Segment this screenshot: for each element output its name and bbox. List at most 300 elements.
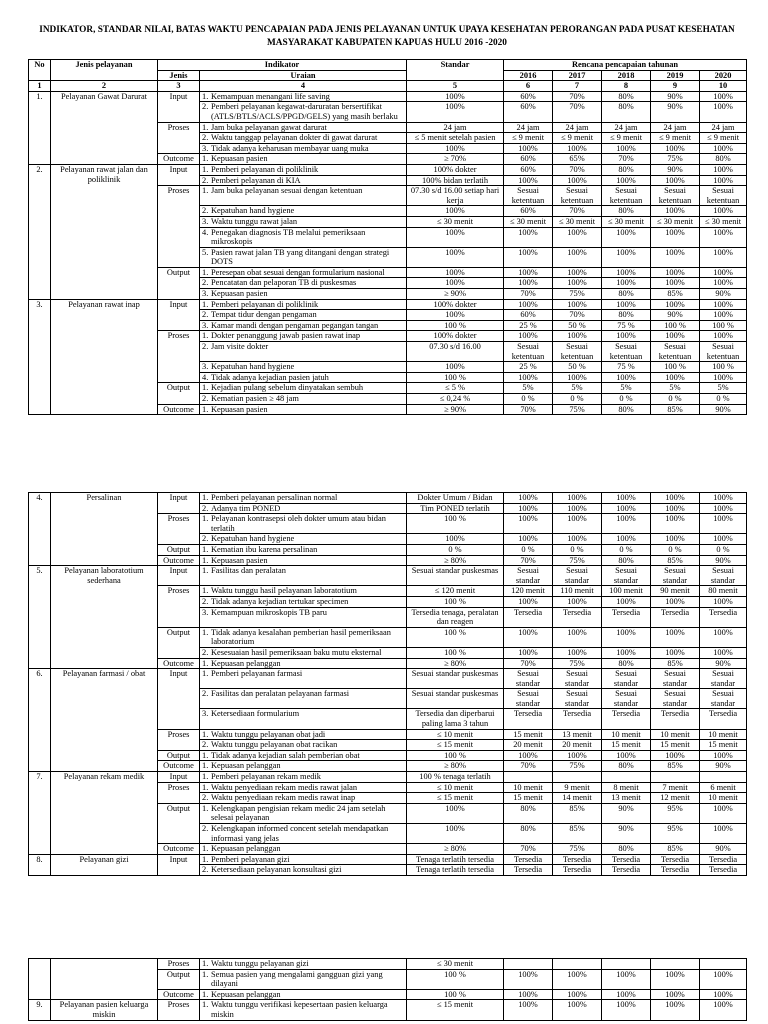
- target-2016: 100%: [504, 278, 553, 289]
- target-2017: ≤ 30 menit: [553, 216, 602, 227]
- table-row: [29, 493, 747, 504]
- indicator-number: 3.: [202, 143, 209, 153]
- indicator-description: [200, 278, 407, 289]
- target-2016: 70%: [504, 555, 553, 566]
- indicator-line: [200, 383, 406, 393]
- indicator-line: [200, 165, 406, 175]
- indicator-line: [200, 504, 406, 514]
- target-2017: 85%: [553, 824, 602, 844]
- target-2019: Sesuai standar: [651, 669, 700, 689]
- target-2017: 100%: [553, 969, 602, 989]
- indicator-number: 1.: [202, 91, 209, 101]
- target-2017: 100%: [553, 493, 602, 504]
- service-name: [51, 959, 158, 1000]
- target-2017: 75%: [553, 404, 602, 415]
- target-2017: 14 menit: [553, 793, 602, 804]
- service-name: Pelayanan Gawat Darurat: [51, 91, 158, 164]
- target-2017: 50 %: [553, 362, 602, 373]
- target-2017: 65%: [553, 154, 602, 165]
- table-row: [29, 164, 747, 175]
- target-2019: 95%: [651, 803, 700, 823]
- target-2020: 24 jam: [700, 122, 747, 133]
- standard-value: ≤ 10 menit: [407, 782, 504, 793]
- indicator-type: Output: [158, 627, 200, 658]
- standard-value: Tenaga terlatih tersedia: [407, 865, 504, 876]
- target-2016: 100%: [504, 267, 553, 278]
- target-2016: 100%: [504, 596, 553, 607]
- target-2019: 100%: [651, 969, 700, 989]
- target-2018: 100%: [602, 331, 651, 342]
- target-2018: 10 menit: [602, 729, 651, 740]
- indicator-line: [200, 783, 406, 793]
- indicator-text: Waktu tunggu verifikasi kepesertaan pasien keluarga miskin: [211, 1000, 388, 1019]
- indicator-description: [200, 647, 407, 658]
- indicator-text: Kepatuhan hand hygiene: [211, 362, 295, 372]
- indicator-description: [200, 658, 407, 669]
- target-2016: 25 %: [504, 320, 553, 331]
- target-2019: 100%: [651, 143, 700, 154]
- target-2016: Sesuai standar: [504, 689, 553, 709]
- indicator-description: [200, 514, 407, 534]
- target-2018: 15 menit: [602, 740, 651, 751]
- target-2017: 100%: [553, 278, 602, 289]
- indicator-text: Kepuasan pelanggan: [211, 844, 281, 854]
- target-2016: 100%: [504, 503, 553, 514]
- indicator-line: [200, 206, 406, 216]
- standard-value: ≤ 15 menit: [407, 793, 504, 804]
- target-2020: 100%: [700, 331, 747, 342]
- indicator-line: [200, 730, 406, 740]
- indicator-text: Pencatatan dan pelaporan TB di puskesmas: [211, 278, 357, 288]
- target-2017: 100%: [553, 750, 602, 761]
- target-2019: 90%: [651, 164, 700, 175]
- indicator-text: Pemberi pelayanan di KIA: [211, 175, 301, 185]
- indicator-number: 1.: [202, 164, 209, 174]
- target-2020: 6 menit: [700, 782, 747, 793]
- target-2020: 0 %: [700, 394, 747, 405]
- service-number: 4.: [29, 493, 51, 566]
- indicator-number: 1.: [202, 772, 209, 782]
- target-2017: 100%: [553, 627, 602, 647]
- target-2018: 0 %: [602, 544, 651, 555]
- target-2016: 100%: [504, 627, 553, 647]
- target-2019: 100%: [651, 175, 700, 186]
- indicator-line: [200, 970, 406, 989]
- indicator-description: [200, 627, 407, 647]
- target-2017: 85%: [553, 803, 602, 823]
- target-2019: 100%: [651, 493, 700, 504]
- indicator-line: [200, 331, 406, 341]
- indicator-description: [200, 394, 407, 405]
- indicator-text: Kemampuan menangani life saving: [211, 91, 330, 101]
- target-2017: 100%: [553, 143, 602, 154]
- service-name: Persalinan: [51, 493, 158, 566]
- target-2018: Tersedia: [602, 709, 651, 729]
- indicator-text: Fasilitas dan peralatan pelayanan farmasi: [211, 689, 350, 699]
- indicator-number: 2.: [202, 102, 209, 112]
- target-2016: 70%: [504, 761, 553, 772]
- target-2016: 100%: [504, 969, 553, 989]
- indicator-description: [200, 865, 407, 876]
- indicator-type: Input: [158, 772, 200, 783]
- target-2017: 70%: [553, 91, 602, 102]
- indicator-number: 4.: [202, 227, 209, 237]
- indicator-number: 3.: [202, 362, 209, 372]
- indicator-number: 2.: [202, 596, 209, 606]
- indicator-type: Input: [158, 299, 200, 331]
- indicator-text: Fasilitas dan peralatan: [211, 566, 286, 576]
- target-2020: 100%: [700, 206, 747, 217]
- target-2016: ≤ 9 menit: [504, 133, 553, 144]
- standard-value: 100%: [407, 824, 504, 844]
- indicator-type: Outcome: [158, 761, 200, 772]
- standard-value: ≥ 80%: [407, 844, 504, 855]
- indicator-text: Kelengkapan informed concent setelah mendapatkan informasi yang jelas: [211, 824, 389, 843]
- target-2020: 80 menit: [700, 586, 747, 597]
- target-2020: ≤ 9 menit: [700, 133, 747, 144]
- indicator-number: 1.: [202, 555, 209, 565]
- target-2017: 75%: [553, 761, 602, 772]
- target-2017: 70%: [553, 102, 602, 122]
- indicator-text: Adanya tim PONED: [211, 503, 281, 513]
- indicator-line: [200, 793, 406, 803]
- target-2020: 100%: [700, 247, 747, 267]
- header-year-2019: 2019: [651, 70, 700, 81]
- standard-value: 100 %: [407, 969, 504, 989]
- table-row: [29, 1000, 747, 1020]
- standard-value: ≤ 120 menit: [407, 586, 504, 597]
- target-2019: 100%: [651, 750, 700, 761]
- indicator-description: [200, 586, 407, 597]
- indicator-text: Waktu penyediaan rekam medis rawat jalan: [211, 782, 358, 792]
- header-num: 5: [407, 81, 504, 92]
- standard-value: 100%: [407, 227, 504, 247]
- indicator-text: Kepuasan pelanggan: [211, 658, 281, 668]
- standard-value: 100 %: [407, 750, 504, 761]
- standard-value: ≥ 80%: [407, 658, 504, 669]
- target-2019: 100%: [651, 1000, 700, 1020]
- indicator-line: [200, 493, 406, 503]
- indicator-text: Tidak adanya keharusan membayar uang muka: [211, 143, 369, 153]
- indicator-description: [200, 803, 407, 823]
- target-2020: 0 %: [700, 544, 747, 555]
- target-2018: 100%: [602, 969, 651, 989]
- indicator-text: Kelengkapan pengisian rekam medic 24 jam setelah selesai pelayanan: [211, 803, 386, 823]
- target-2018: 80%: [602, 555, 651, 566]
- indicator-description: [200, 227, 407, 247]
- indicator-table-page-2: [28, 492, 747, 876]
- target-2016: 70%: [504, 289, 553, 300]
- target-2018: 100%: [602, 227, 651, 247]
- target-2016: 15 menit: [504, 729, 553, 740]
- indicator-number: 2.: [202, 394, 209, 403]
- target-2016: 100%: [504, 331, 553, 342]
- indicator-description: [200, 782, 407, 793]
- indicator-line: [200, 289, 406, 299]
- target-2016: 100%: [504, 493, 553, 504]
- standard-value: ≤ 15 menit: [407, 1000, 504, 1020]
- indicator-text: Pemberi pelayanan persalinan normal: [211, 493, 338, 502]
- indicator-text: Waktu tanggap pelayanan dokter di gawat darurat: [211, 133, 378, 143]
- target-2020: 100%: [700, 503, 747, 514]
- target-2019: 95%: [651, 824, 700, 844]
- indicator-number: 1.: [202, 331, 209, 341]
- target-2017: 20 menit: [553, 740, 602, 751]
- indicator-type: Input: [158, 854, 200, 875]
- target-2018: Sesuai standar: [602, 689, 651, 709]
- indicator-text: Kejadian pulang sebelum dinyatakan sembuh: [211, 383, 364, 393]
- indicator-text: Pemberi pelayanan gizi: [211, 854, 290, 864]
- target-2017: [553, 959, 602, 970]
- indicator-line: [200, 217, 406, 227]
- target-2016: 0 %: [504, 544, 553, 555]
- indicator-number: 2.: [202, 342, 209, 352]
- header-num: 4: [200, 81, 407, 92]
- indicator-line: [200, 865, 406, 875]
- standard-value: 100%: [407, 91, 504, 102]
- indicator-description: [200, 566, 407, 586]
- header-year-2016: 2016: [504, 70, 553, 81]
- target-2020: 90%: [700, 844, 747, 855]
- indicator-line: [200, 300, 406, 310]
- target-2019: 100 %: [651, 320, 700, 331]
- target-2019: 100%: [651, 596, 700, 607]
- target-2018: 80%: [602, 404, 651, 415]
- standard-value: 100 %: [407, 647, 504, 658]
- target-2020: 100%: [700, 514, 747, 534]
- indicator-description: [200, 289, 407, 300]
- target-2019: 100%: [651, 647, 700, 658]
- target-2020: 90%: [700, 658, 747, 669]
- indicator-number: 2.: [202, 793, 209, 803]
- table-row: [29, 299, 747, 310]
- service-number: 6.: [29, 669, 51, 772]
- indicator-description: [200, 299, 407, 310]
- header-uraian: Uraian: [200, 70, 407, 81]
- target-2018: 100%: [602, 503, 651, 514]
- service-name: Pelayanan farmasi / obat: [51, 669, 158, 772]
- standard-value: Tim PONED terlatih: [407, 503, 504, 514]
- target-2019: 24 jam: [651, 122, 700, 133]
- indicator-line: [200, 824, 406, 843]
- indicator-number: 1.: [202, 267, 209, 277]
- indicator-text: Kepuasan pasien: [211, 154, 268, 164]
- indicator-number: 2.: [202, 503, 209, 513]
- indicator-text: Tempat tidur dengan pengaman: [211, 310, 317, 320]
- indicator-line: [200, 648, 406, 658]
- indicator-line: [200, 659, 406, 669]
- target-2018: Sesuai ketentuan: [602, 342, 651, 362]
- indicator-description: [200, 772, 407, 783]
- indicator-text: Semua pasien yang mengalami gangguan gizi yang dilayani: [211, 969, 383, 989]
- standard-value: ≥ 80%: [407, 555, 504, 566]
- target-2017: 100%: [553, 596, 602, 607]
- indicator-line: [200, 102, 406, 121]
- target-2016: 100%: [504, 143, 553, 154]
- indicator-number: 2.: [202, 206, 209, 216]
- indicator-text: Waktu tunggu rawat jalan: [211, 216, 298, 226]
- indicator-description: [200, 596, 407, 607]
- indicator-line: [200, 534, 406, 544]
- target-2017: 100%: [553, 372, 602, 383]
- indicator-text: Kepatuhan hand hygiene: [211, 206, 295, 216]
- target-2019: 100%: [651, 503, 700, 514]
- header-num: 6: [504, 81, 553, 92]
- indicator-text: Kepuasan pelanggan: [211, 989, 281, 999]
- indicator-type: Proses: [158, 514, 200, 545]
- standard-value: ≤ 30 menit: [407, 216, 504, 227]
- target-2019: 100 %: [651, 362, 700, 373]
- indicator-description: [200, 342, 407, 362]
- indicator-description: [200, 186, 407, 206]
- indicator-description: [200, 503, 407, 514]
- standard-value: 100%: [407, 206, 504, 217]
- indicator-text: Tidak adanya kejadian pasien jatuh: [211, 372, 329, 382]
- indicator-number: 1.: [202, 122, 209, 132]
- target-2019: Tersedia: [651, 865, 700, 876]
- table-row: [29, 854, 747, 865]
- indicator-number: 1.: [202, 383, 209, 393]
- target-2019: ≤ 9 menit: [651, 133, 700, 144]
- target-2019: 5%: [651, 383, 700, 394]
- target-2019: Sesuai standar: [651, 566, 700, 586]
- target-2018: Tersedia: [602, 607, 651, 627]
- target-2017: Sesuai ketentuan: [553, 186, 602, 206]
- standard-value: 07.30 s/d 16.00 setiap hari kerja: [407, 186, 504, 206]
- indicator-text: Kepuasan pelanggan: [211, 761, 281, 771]
- target-2017: 24 jam: [553, 122, 602, 133]
- target-2020: 100%: [700, 989, 747, 1000]
- indicator-number: 1.: [202, 299, 209, 309]
- indicator-description: [200, 689, 407, 709]
- standard-value: ≥ 90%: [407, 404, 504, 415]
- header-year-2018: 2018: [602, 70, 651, 81]
- indicator-line: [200, 586, 406, 596]
- target-2020: 100%: [700, 91, 747, 102]
- target-2016: Tersedia: [504, 607, 553, 627]
- target-2019: 0 %: [651, 394, 700, 405]
- target-2020: 90%: [700, 555, 747, 566]
- target-2016: 15 menit: [504, 793, 553, 804]
- target-2019: 85%: [651, 844, 700, 855]
- indicator-text: Kepuasan pasien: [211, 555, 268, 565]
- indicator-type: Proses: [158, 186, 200, 268]
- target-2016: 100%: [504, 534, 553, 545]
- target-2020: 90%: [700, 289, 747, 300]
- target-2019: Sesuai ketentuan: [651, 186, 700, 206]
- indicator-number: 1.: [202, 959, 209, 968]
- header-jenis: Jenis: [158, 70, 200, 81]
- target-2017: Tersedia: [553, 854, 602, 865]
- target-2019: 100%: [651, 514, 700, 534]
- standard-value: 100 %: [407, 989, 504, 1000]
- service-number: 9.: [29, 1000, 51, 1020]
- target-2016: 60%: [504, 164, 553, 175]
- target-2017: 13 menit: [553, 729, 602, 740]
- target-2017: 100%: [553, 267, 602, 278]
- target-2019: 100%: [651, 278, 700, 289]
- target-2018: 100%: [602, 299, 651, 310]
- target-2018: ≤ 30 menit: [602, 216, 651, 227]
- target-2016: 60%: [504, 91, 553, 102]
- target-2018: 100%: [602, 1000, 651, 1020]
- target-2020: 100%: [700, 596, 747, 607]
- target-2018: 75 %: [602, 320, 651, 331]
- indicator-line: [200, 268, 406, 278]
- service-name: Pelayanan rawat jalan dan poliklinik: [51, 164, 158, 299]
- target-2019: [651, 772, 700, 783]
- service-name: Pelayanan pasien keluarga miskin: [51, 1000, 158, 1020]
- target-2017: 50 %: [553, 320, 602, 331]
- target-2019: 85%: [651, 555, 700, 566]
- target-2016: 60%: [504, 206, 553, 217]
- indicator-description: [200, 740, 407, 751]
- indicator-description: [200, 216, 407, 227]
- indicator-description: [200, 383, 407, 394]
- target-2017: Sesuai standar: [553, 566, 602, 586]
- target-2016: 80%: [504, 824, 553, 844]
- target-2019: Tersedia: [651, 709, 700, 729]
- indicator-text: Pemberi pelayanan kegawat-daruratan bersertifikat (ATLS/BTLS/ACLS/PPGD/GELS) yang masih berlaku: [211, 102, 398, 121]
- target-2020: 100%: [700, 534, 747, 545]
- indicator-number: 1.: [202, 493, 209, 502]
- target-2019: Sesuai standar: [651, 689, 700, 709]
- target-2018: 100%: [602, 750, 651, 761]
- indicator-description: [200, 247, 407, 267]
- target-2019: 100%: [651, 227, 700, 247]
- indicator-description: [200, 854, 407, 865]
- target-2020: 100%: [700, 493, 747, 504]
- indicator-number: 1.: [202, 750, 209, 760]
- target-2020: Tersedia: [700, 709, 747, 729]
- indicator-line: [200, 92, 406, 102]
- target-2020: 100%: [700, 227, 747, 247]
- target-2018: 24 jam: [602, 122, 651, 133]
- target-2017: 100%: [553, 331, 602, 342]
- target-2020: 100%: [700, 372, 747, 383]
- target-2017: 100%: [553, 514, 602, 534]
- target-2020: 100%: [700, 310, 747, 321]
- target-2016: 100%: [504, 227, 553, 247]
- indicator-line: [200, 959, 406, 969]
- indicator-number: 2.: [202, 865, 209, 875]
- target-2017: 100%: [553, 299, 602, 310]
- target-2016: 100%: [504, 1000, 553, 1020]
- indicator-text: Kamar mandi dengan pengaman pegangan tangan: [211, 320, 379, 330]
- target-2016: 0 %: [504, 394, 553, 405]
- indicator-description: [200, 729, 407, 740]
- target-2020: 10 menit: [700, 793, 747, 804]
- target-2019: 100%: [651, 372, 700, 383]
- indicator-text: Ketersediaan pelayanan konsultasi gizi: [211, 865, 342, 875]
- target-2020: 80%: [700, 154, 747, 165]
- target-2016: 100%: [504, 247, 553, 267]
- indicator-line: [200, 394, 406, 404]
- indicator-text: Kepatuhan hand hygiene: [211, 534, 295, 544]
- indicator-description: [200, 310, 407, 321]
- target-2020: 100%: [700, 143, 747, 154]
- indicator-number: 5.: [202, 247, 209, 257]
- indicator-line: [200, 740, 406, 750]
- target-2017: Tersedia: [553, 865, 602, 876]
- standard-value: ≤ 0,24 %: [407, 394, 504, 405]
- indicator-description: [200, 544, 407, 555]
- target-2020: 90%: [700, 761, 747, 772]
- target-2020: 5%: [700, 383, 747, 394]
- target-2018: 100%: [602, 175, 651, 186]
- standard-value: 07.30 s/d 16.00: [407, 342, 504, 362]
- target-2018: 80%: [602, 658, 651, 669]
